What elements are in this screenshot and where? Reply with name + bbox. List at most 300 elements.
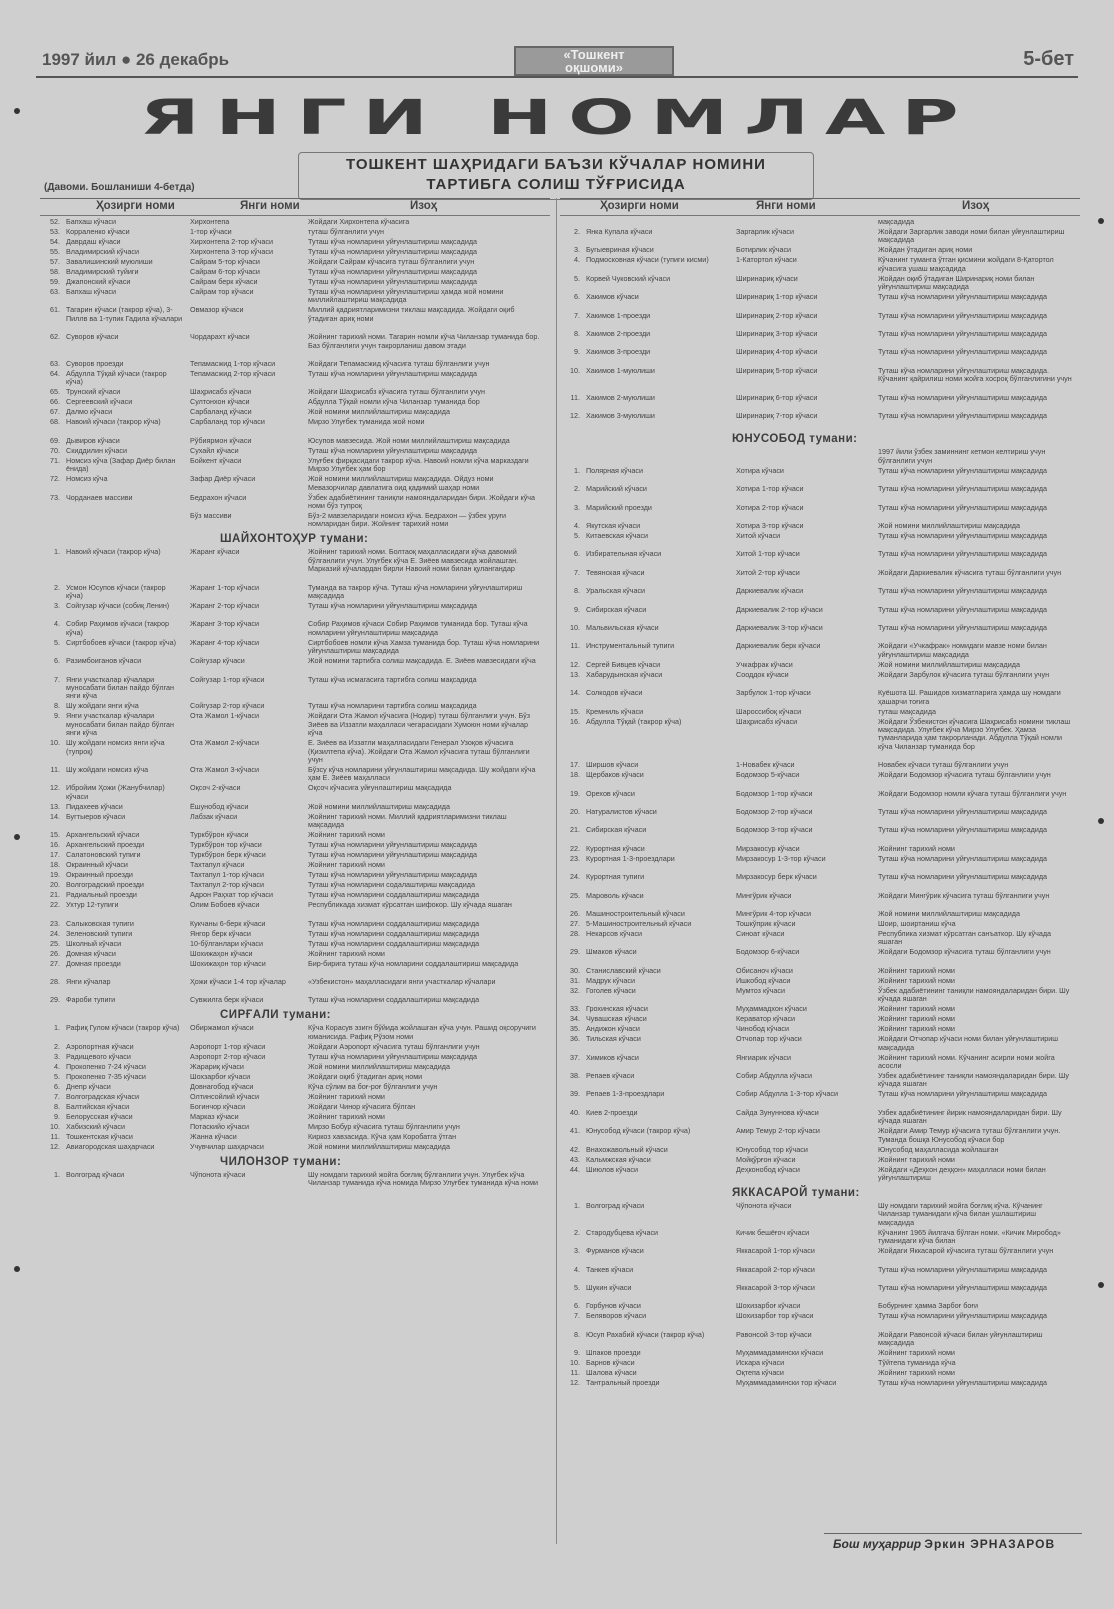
table-row xyxy=(40,940,550,948)
table-row xyxy=(560,312,1080,329)
current-name: Чорданаев массиви xyxy=(66,492,133,502)
header-current-name: Ҳозирги номи xyxy=(96,200,175,212)
table-row xyxy=(40,851,550,859)
current-name: Янка Купала кўчаси xyxy=(586,227,653,236)
table-row xyxy=(40,766,550,783)
table-row xyxy=(40,238,550,246)
current-name: Беляворов кўчаси xyxy=(586,1311,647,1321)
new-name: Собир Абдулла кўчаси xyxy=(736,1071,813,1080)
table-row xyxy=(560,808,1080,825)
right-table xyxy=(560,198,1080,1546)
table-row xyxy=(40,1083,550,1091)
right-table-body xyxy=(560,216,1080,1546)
note: Республика хизмат кўрсатган санъаткор. Шу кўчада яшаган xyxy=(878,929,1052,947)
row-number: 37. xyxy=(570,1052,580,1062)
note: 1997 йили ўзбек заминнинг кетмон келтириш учун бўлганлиги учун xyxy=(878,447,1046,465)
row-number: 11. xyxy=(570,392,580,402)
current-name: Навоий кўчаси (такрор кўча) xyxy=(66,417,161,427)
row-number: 61. xyxy=(50,305,60,315)
note: Жойнинг тарихий номи. Миллий қадриятларимизни тиклаш мақсадида xyxy=(308,811,507,830)
table-row xyxy=(560,1054,1080,1071)
table-row xyxy=(40,494,550,511)
row-number: 52. xyxy=(50,217,60,226)
new-name: Кукчаны 6-берк кўчаси xyxy=(190,918,266,928)
table-row xyxy=(40,475,550,492)
current-name: Гоголев кўчаси xyxy=(586,985,636,995)
note: Бобурнинг ҳамма Зарбоғ боғи xyxy=(878,1301,979,1311)
table-row xyxy=(40,398,550,406)
row-number: 4. xyxy=(574,1264,580,1274)
row-number: 6. xyxy=(574,1301,580,1311)
table-row xyxy=(560,394,1080,411)
note: Туташ кўча номларини уйғунлаштириш мақсадида xyxy=(878,1283,1048,1292)
current-name: Фароби тупиги xyxy=(66,995,116,1005)
note: Жойнинг тарихий номи xyxy=(878,1154,955,1164)
current-name: Янги участкалар кўчалари муносабати билан пайдо бўлган янги кўча xyxy=(66,711,174,738)
current-name: Суворов проезди xyxy=(66,359,124,368)
new-name: Сайрам 5-тор кўчаси xyxy=(190,257,260,266)
row-number: 5. xyxy=(54,1071,60,1081)
new-name: Ширинариқ 2-тор кўчаси xyxy=(736,310,818,320)
new-name: Ишкобод кўчаси xyxy=(736,975,791,985)
note: Туташ кўча номларини уйғунлаштириш мақсадида xyxy=(308,267,478,276)
current-name: Скиддилин кўчаси xyxy=(66,445,128,455)
row-number: 21. xyxy=(50,890,60,900)
row-number: 57. xyxy=(50,257,60,266)
current-name: Владимирский туйиги xyxy=(66,267,139,276)
row-number: 26. xyxy=(570,909,580,918)
new-name: Потаскийо кўчаси xyxy=(190,1121,250,1131)
new-name: Юнусобод тор кўчаси xyxy=(736,1144,808,1154)
row-number: 63. xyxy=(50,359,60,368)
current-name: Тошкентская кўчаси xyxy=(66,1131,133,1141)
row-number: 70. xyxy=(50,445,60,455)
current-name: Якутская кўчаси xyxy=(586,521,641,530)
table-row xyxy=(40,418,550,435)
new-name: Олим Бобоев кўчаси xyxy=(190,900,260,910)
table-row xyxy=(560,348,1080,365)
current-name: Ибройим Ҳожи (Жанубчилар) кўчаси xyxy=(66,783,165,801)
current-name: Кремниль кўчаси xyxy=(586,706,644,716)
note: Жойдаги Отчопар кўчаси номи билан уйғунлаштириш мақсадида xyxy=(878,1034,1059,1052)
note: Туташ кўча номларини уйғунлаштириш мақсадида xyxy=(878,292,1048,302)
table-row xyxy=(560,606,1080,623)
header-note: Изоҳ xyxy=(410,200,438,212)
new-name: Сайда Зунуннова кўчаси xyxy=(736,1107,819,1117)
note: Жойдаги Заргарлик заводи номи билан уйғунлаштириш мақсадида xyxy=(878,227,1065,245)
table-row xyxy=(560,977,1080,985)
current-name: Тагарин кўчаси (такрор кўча), 3-Пиллв ва 1-тупик Гадила кўчалари xyxy=(66,305,183,323)
row-number: 18. xyxy=(50,860,60,870)
note: туташ бўлганлиги учун xyxy=(308,227,385,236)
note: Жойнинг тарихий номи xyxy=(308,948,385,958)
note: Туташ кўча номларини уйғунлаштириш мақсадида xyxy=(878,586,1048,596)
new-name: Обисаноч кўчаси xyxy=(736,965,793,975)
current-name: Сиртбобоев кўчаси (такрор кўча) xyxy=(66,637,177,647)
note: Туташ кўча номларини уйғунлаштириш мақсадида xyxy=(878,853,1048,863)
note: Сиртбобоев номли кўча Хамза туманида бор. Туташ кўча номларини уйғунлаштириш мақсадида xyxy=(308,637,540,656)
table-row xyxy=(40,930,550,938)
table-row xyxy=(40,584,550,601)
note: Туташ кўча номларини уйғунлаштириш мақсадида xyxy=(878,807,1048,816)
row-number: 42. xyxy=(570,1144,580,1154)
table-row xyxy=(560,293,1080,310)
current-name: Рафиқ Гулом кўчаси (такрор кўча) xyxy=(66,1023,180,1033)
note: Туташ кўча номларини уйғунлаштириш мақсадида xyxy=(878,1378,1048,1388)
note: Туташ кўча номларини уйғунлаштириш мақсадида xyxy=(308,850,478,860)
current-name: Тевянская кўчаси xyxy=(586,567,645,577)
district-heading: ЯККАСАРОЙ тумани: xyxy=(732,1187,860,1199)
current-name: Внахожавольный кўчаси xyxy=(586,1144,668,1154)
left-table xyxy=(40,198,550,1546)
note: Кўча сўлим ва боғ-роғ бўлганлиги учун xyxy=(308,1081,438,1091)
current-name: Танкев кўчаси xyxy=(586,1264,634,1274)
current-name: Горбунов кўчаси xyxy=(586,1301,641,1311)
note: Жой номини миллийлаштириш мақсадида xyxy=(878,659,1020,669)
table-row xyxy=(560,1331,1080,1348)
new-name: Синоат кўчаси xyxy=(736,929,785,938)
new-name: Шаҳрисабз кўчаси xyxy=(190,387,252,397)
current-name: Прокопенко 7-24 кўчаси xyxy=(66,1061,146,1071)
current-name: Школный кўчаси xyxy=(66,938,122,948)
note: Туташ кўча номларини уйғунлаштириш мақсадида xyxy=(878,411,1048,420)
table-row xyxy=(40,333,550,358)
row-number: 7. xyxy=(54,674,60,684)
current-name: Кальмжская кўчаси xyxy=(586,1154,651,1164)
note: Туташ кўча номларини уйғунлаштириш мақсадида xyxy=(878,825,1048,835)
current-name: Мароволь кўчаси xyxy=(586,890,644,900)
row-number: 4. xyxy=(54,619,60,629)
row-number: 23. xyxy=(50,918,60,928)
new-name: 1-Новабек кўчаси xyxy=(736,760,795,770)
row-number: 58. xyxy=(50,267,60,276)
current-name: Радищевого кўчаси xyxy=(66,1051,131,1061)
table-row xyxy=(40,950,550,958)
current-name: Бугтыеров кўчаси xyxy=(66,811,126,821)
row-number: 13. xyxy=(570,669,580,679)
current-name: Курортная тупиги xyxy=(586,872,645,882)
table-row xyxy=(40,457,550,474)
note: Жой номини миллийлаштириш мақсадида xyxy=(308,1141,450,1151)
row-number: 16. xyxy=(570,716,580,726)
new-name: Ота Жамол 3-кўчаси xyxy=(190,765,259,774)
current-name: Солкодов кўчаси xyxy=(586,688,643,698)
note: Ўзбек адабиётининг таниқли намояндаларидан бири. Жойдаги кўча номи бўз тупроқ xyxy=(308,492,536,510)
current-name: Щербаков кўчаси xyxy=(586,770,644,780)
row-number: 10. xyxy=(50,738,60,748)
row-number: 22. xyxy=(570,843,580,853)
current-name: Хакимов 3-муюлиши xyxy=(586,411,655,420)
note: Жойдаги Бодомзор номли кўчага туташ бўлганлиги учун xyxy=(878,788,1067,798)
row-number: 21. xyxy=(570,825,580,835)
table-row xyxy=(560,910,1080,918)
new-name: Адрон Раҳхат тор кўчаси xyxy=(190,890,274,900)
note: Жойнинг тарихий номи xyxy=(878,1348,955,1358)
row-number: 15. xyxy=(570,706,580,716)
note: Туташ кўча номларини уйғунлаштириш мақсадида xyxy=(878,1264,1048,1274)
new-name: Равонсой 3-тор кўчаси xyxy=(736,1329,812,1339)
logo-line-1: «Тошкент xyxy=(563,47,625,62)
row-number: 11. xyxy=(570,641,580,651)
row-number: 6. xyxy=(574,292,580,302)
table-row xyxy=(560,1349,1080,1357)
current-name: Некарсов кўчаси xyxy=(586,929,643,938)
row-number: 1. xyxy=(54,547,60,557)
district-heading: ШАЙХОНТОҲУР тумани: xyxy=(220,533,369,546)
row-number: 8. xyxy=(574,329,580,338)
left-table-body xyxy=(40,216,550,1546)
table-row xyxy=(560,1025,1080,1033)
row-number: 1. xyxy=(574,1201,580,1210)
table-row xyxy=(560,948,1080,965)
note: Туташ кўча номларини уйғунлаштириш мақсадида xyxy=(878,623,1048,632)
row-number: 2. xyxy=(574,227,580,236)
row-number: 23. xyxy=(570,853,580,863)
new-name: Деҳконобод кўчаси xyxy=(736,1164,800,1174)
new-name: Янгиарик кўчаси xyxy=(736,1052,792,1062)
current-name: Киев 2-проезди xyxy=(586,1107,638,1117)
row-number: 12. xyxy=(570,411,580,420)
current-name: Инструментальный тупиги xyxy=(586,641,675,651)
table-row xyxy=(560,790,1080,807)
new-name: Ширинариқ 5-тор кўчаси xyxy=(736,365,818,375)
new-name: Обиржамол кўчаси xyxy=(190,1023,254,1033)
table-row xyxy=(560,845,1080,853)
table-row xyxy=(40,388,550,396)
row-number: 26. xyxy=(50,948,60,958)
page-number: 5-бет xyxy=(1023,48,1074,70)
note: Жой номини тартибга солиш мақсадида. Е. Зиёев мавзесидаги кўча xyxy=(308,656,536,666)
note: Туташ кўча номларини уйғунлаштириш мақсадида xyxy=(308,601,478,610)
current-name: Суворов кўчаси xyxy=(66,332,119,342)
new-name: Жаранг 1-тор кўчаси xyxy=(190,582,259,592)
new-name: Яккасарой 3-тор кўчаси xyxy=(736,1283,815,1292)
row-number: 71. xyxy=(50,455,60,465)
row-number: 9. xyxy=(54,1111,60,1121)
new-name: Хирхонтепа 3-тор кўчаси xyxy=(190,247,273,256)
new-name: Ота Жамол 2-кўчаси xyxy=(190,738,259,748)
row-number: 18. xyxy=(570,770,580,780)
new-name: Чўпонота кўчаси xyxy=(736,1201,792,1210)
note: Жойдаги Равонсой кўчаси билан уйғунлаштириш мақсадида xyxy=(878,1329,1043,1348)
new-name: Тахтапул 1-тор кўчаси xyxy=(190,870,264,880)
new-name: Заргарлик кўчаси xyxy=(736,227,794,236)
note: Жойнинг тарихий номи xyxy=(878,965,955,975)
table-row xyxy=(560,218,1080,226)
row-number: 11. xyxy=(570,1368,580,1378)
row-number: 29. xyxy=(50,995,60,1005)
table-row xyxy=(560,587,1080,604)
row-number: 17. xyxy=(570,760,580,770)
table-row xyxy=(40,1123,550,1131)
new-name: Тахтапул 2-тор кўчаси xyxy=(190,880,264,890)
table-row xyxy=(40,306,550,331)
note: Жойдаги Яккасарой кўчасига туташ бўлганлиги учун xyxy=(878,1246,1054,1256)
new-name: Даркиевалик 2-тор кўчаси xyxy=(736,604,823,614)
current-name: Уральская кўчаси xyxy=(586,586,646,596)
current-name: Хакимов 2-муюлиши xyxy=(586,392,655,402)
table-row xyxy=(560,1127,1080,1144)
header-note: Изоҳ xyxy=(962,200,990,212)
table-row xyxy=(40,360,550,368)
current-name: Сергей Бивцев кўчаси xyxy=(586,659,661,669)
current-name: Юнусобод кўчаси (такрор кўча) xyxy=(586,1126,691,1136)
note: «Узбекистон» маҳалласидаги янги участкалар кўчалари xyxy=(308,977,496,986)
note: Юнусобод маҳалласида жойлашган xyxy=(878,1144,999,1154)
row-number: 28. xyxy=(50,977,60,986)
row-number: 4. xyxy=(54,1061,60,1071)
table-row xyxy=(40,1133,550,1141)
table-row xyxy=(560,256,1080,273)
note: Туташ кўча номларини содалаштириш мақсадида xyxy=(308,880,475,890)
table-row xyxy=(560,532,1080,549)
row-number: 10. xyxy=(570,1358,580,1368)
note: Киркоз хавзасида. Кўча ҳам Коробатга ўтган xyxy=(308,1131,457,1141)
note: Жойдаги Зарбулок кўчасига туташ бўлганлиги учун xyxy=(878,669,1050,679)
new-name: Чордарахт кўчаси xyxy=(190,332,250,342)
note: Жойнинг тарихий номи xyxy=(878,1368,955,1378)
note: Туташ кўча номларини соддалаштириш мақсадида xyxy=(308,918,480,928)
row-number: 73. xyxy=(50,492,60,502)
new-name: Сайрам тор кўчаси xyxy=(190,287,254,296)
note: Шоир, шоиртаниш кўча xyxy=(878,919,956,928)
note: Миллий қадриятларимизни тиклаш мақсадида. Жойдаги оқиб ўтадиган ариқ номи xyxy=(308,305,515,323)
current-name: Джапонский кўчаси xyxy=(66,277,131,286)
row-number: 31. xyxy=(570,975,580,985)
note: Жойдаги «Деҳкон деҳқон» маҳалласи номи билан уйғунлаштириш xyxy=(878,1164,1046,1182)
new-name: Яккасарой 2-тор кўчаси xyxy=(736,1264,815,1274)
current-name: Окраинный проезди xyxy=(66,870,133,880)
row-number: 1. xyxy=(574,465,580,475)
current-name: Авиагородская шаҳарчаси xyxy=(66,1141,155,1151)
new-name: Сайрам 6-тор кўчаси xyxy=(190,267,260,276)
current-name: Шпаков проезди xyxy=(586,1348,641,1358)
row-number: 12. xyxy=(50,783,60,793)
current-name: Даврдаш кўчаси xyxy=(66,237,121,246)
row-number: 5. xyxy=(54,637,60,647)
new-name: Марказ кўчаси xyxy=(190,1111,239,1121)
new-name: Сувжилга берк кўчаси xyxy=(190,995,264,1005)
new-name: Шохижаҳон тор кўчаси xyxy=(190,958,266,968)
new-name: Хотира 2-тор кўчаси xyxy=(736,502,804,512)
table-row xyxy=(560,987,1080,1004)
row-number: 72. xyxy=(50,474,60,484)
table-row xyxy=(560,1229,1080,1246)
current-name: Абдулла Тўқай (такрор кўча) xyxy=(586,716,682,726)
new-name: Шохижаҳон кўчаси xyxy=(190,948,253,958)
current-name: Тантральный проезди xyxy=(586,1378,660,1388)
current-name: Салатоновский тупиги xyxy=(66,850,141,860)
table-row xyxy=(40,639,550,656)
new-name: Ёшунобод кўчаси xyxy=(190,801,249,811)
new-name: Хотира 1-тор кўчаси xyxy=(736,484,804,494)
current-name: Янги кўчалар xyxy=(66,977,111,986)
note: Туташ кўча номларини соддалаштириш мақсадида xyxy=(308,938,480,948)
current-name: Дывиров кўчаси xyxy=(66,435,120,445)
row-number: 17. xyxy=(50,850,60,860)
note: Жойдаги Тепамасжид кўчасига туташ бўлганлиги учун xyxy=(308,359,490,368)
table-row xyxy=(40,712,550,737)
new-name: Сооддок кўчаси xyxy=(736,669,789,679)
new-name: Лабзак кўчаси xyxy=(190,811,238,821)
note: Туташ кўча номларини уйғунлаштириш мақсадида xyxy=(308,445,478,455)
new-name: Бодомзор 3-тор кўчаси xyxy=(736,825,813,835)
new-name: Амир Темур 2-тор кўчаси xyxy=(736,1126,820,1136)
note: Туташ кўча номларини уйғунлаштириш мақсадида xyxy=(878,310,1048,320)
note: Шу номдаги тарихий жойга боғлиқ бўлганлиги учун. Улуғбек кўча Чиланзар туманида кўча номида Мирзо Улуғбек туманида кўча номи xyxy=(308,1169,539,1188)
new-name: Овмазор кўчаси xyxy=(190,305,244,315)
row-number: 6. xyxy=(574,549,580,559)
row-number: 8. xyxy=(54,701,60,711)
table-row xyxy=(40,370,550,387)
note: Туташ кўча номларини уйғунлаштириш мақсадида xyxy=(878,502,1048,512)
note: Жой номини миллийлаштириш мақсадида xyxy=(308,801,450,811)
row-number: 10. xyxy=(570,623,580,632)
table-row xyxy=(560,569,1080,586)
current-name: Станиславский кўчаси xyxy=(586,965,661,975)
new-name: Чинобод кўчаси xyxy=(736,1024,790,1034)
table-row xyxy=(560,967,1080,975)
punch-hole xyxy=(1098,818,1104,824)
new-name: Сойгузар 1-тор кўчаси xyxy=(190,674,265,684)
current-name: Барнов кўчаси xyxy=(586,1358,635,1368)
table-row xyxy=(560,1312,1080,1329)
row-number: 64. xyxy=(50,369,60,378)
row-number: 32. xyxy=(570,985,580,995)
note: Жойнинг тарихий номи xyxy=(878,1004,955,1014)
note: туташ мақсадида xyxy=(878,706,937,716)
note: Жойдаги Аэропорт кўчасига туташ бўлганлиги учун xyxy=(308,1041,480,1051)
table-row xyxy=(560,1146,1080,1154)
table-row xyxy=(560,485,1080,502)
row-number: 16. xyxy=(50,840,60,850)
note: Жойдаги оқиб ўтадиган ариқ номи xyxy=(308,1071,423,1081)
current-name: Сергеевский кўчаси xyxy=(66,397,133,407)
new-name: Тепамасжид 1-тор кўчаси xyxy=(190,359,276,368)
row-number: 3. xyxy=(574,245,580,255)
row-number: 11. xyxy=(50,765,60,774)
row-number: 2. xyxy=(54,582,60,592)
note: Туташ кўча номларини уйғунлаштириш мақсадида xyxy=(878,347,1048,357)
row-number: 27. xyxy=(50,958,60,968)
table-row xyxy=(40,1024,550,1041)
note: Жойнинг тарихий номи. Болтаоқ маҳалласидаги кўча давомий бўлганлиги учун. Улуғбек кўча Е. Зиёев мавзесида жойлашган. Марказий кўчалардан бирли Навоий номи билан қулангандар xyxy=(308,547,519,574)
new-name: Ширинариқ кўчаси xyxy=(736,273,798,283)
note: Собир Раҳимов кўчаси Собир Раҳимов туманида бор. Туташ кўча номларини уйғунлаштириш мақсадида xyxy=(308,619,528,637)
row-number: 4. xyxy=(574,255,580,265)
current-name: Фурманов кўчаси xyxy=(586,1246,644,1256)
note: Е. Зиёев ва Иззатли маҳалласидаги Генерал Узоқов кўчасига (Қизилтепа кўча). Жойдаги Ота Жамол кўчасига туташ бўлганлиги учун xyxy=(308,738,530,764)
table-row xyxy=(40,831,550,839)
table-row xyxy=(560,467,1080,484)
note: Туташ кўча номларини уйғунлаштириш мақсадида xyxy=(308,247,478,256)
note: Юсупов мавзесида. Жой номи миллийлаштириш мақсадида xyxy=(308,435,510,445)
table-row xyxy=(560,689,1080,706)
current-name: Полярная кўчаси xyxy=(586,465,644,475)
table-row xyxy=(40,512,550,529)
current-name: Шу жойдаги янги кўча xyxy=(66,701,139,711)
note: Туташ кўча номларини уйғунлаштириш мақсадида xyxy=(878,549,1048,559)
table-row xyxy=(40,676,550,701)
row-number: 7. xyxy=(54,1091,60,1101)
new-name: Сухайл кўчаси xyxy=(190,445,239,455)
row-number: 69. xyxy=(50,435,60,445)
subtitle-line-2: ТАРТИБГА СОЛИШ ТЎҒРИСИДА xyxy=(426,176,686,193)
note: Туташ кўча номларини уйғунлаштириш мақсадида xyxy=(878,1089,1048,1099)
row-number: 25. xyxy=(50,938,60,948)
table-row xyxy=(560,920,1080,928)
row-number: 29. xyxy=(570,947,580,957)
